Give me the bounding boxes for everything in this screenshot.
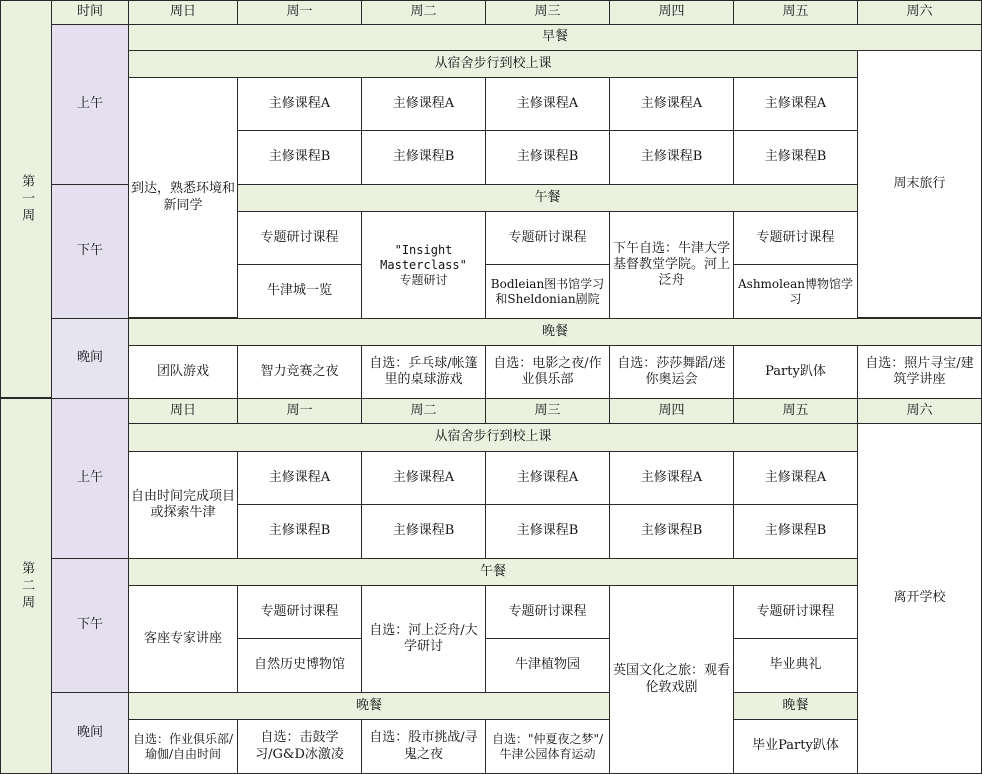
- week1-eve-thu: 自选：莎莎舞蹈/迷你奥运会: [609, 345, 734, 399]
- week2-eve-mon: 自选：击鼓学习/G&D冰激凌: [237, 719, 362, 774]
- week2-sat-leave: 离开学校: [857, 423, 982, 774]
- week2-tue-major-a: 主修课程A: [361, 451, 486, 505]
- week2-sun-lecture: 客座专家讲座: [128, 585, 238, 693]
- week1-fri-major-a: 主修课程A: [733, 77, 858, 131]
- week1-mon-seminar: 专题研讨课程: [237, 211, 362, 265]
- week1-sat-trip: 周末旅行: [857, 50, 982, 318]
- week1-eve-sat: 自选：照片寻宝/建筑学讲座: [857, 345, 982, 399]
- week2-header-mon: 周一: [237, 398, 362, 424]
- week2-wed-botanic-garden: 牛津植物园: [485, 638, 610, 693]
- week2-lunch: 午餐: [128, 558, 858, 586]
- week2-fri-dinner: 晚餐: [733, 692, 858, 720]
- week1-mon-major-a: 主修课程A: [237, 77, 362, 131]
- week2-mon-seminar: 专题研讨课程: [237, 585, 362, 639]
- week2-fri-graduation: 毕业典礼: [733, 638, 858, 693]
- week1-eve-mon: 智力竞赛之夜: [237, 345, 362, 399]
- week2-wed-seminar: 专题研讨课程: [485, 585, 610, 639]
- week2-header-wed: 周三: [485, 398, 610, 424]
- week1-pm-label: 下午: [51, 184, 129, 319]
- week1-mon-major-b: 主修课程B: [237, 130, 362, 185]
- week1-label: 第一周: [0, 0, 52, 398]
- week1-wed-major-b: 主修课程B: [485, 130, 610, 185]
- week2-tue-optional: 自选：河上泛舟/大学研讨: [361, 585, 486, 693]
- week2-mon-major-a: 主修课程A: [237, 451, 362, 505]
- week1-thu-major-b: 主修课程B: [609, 130, 734, 185]
- week2-fri-major-a: 主修课程A: [733, 451, 858, 505]
- week2-header-tue: 周二: [361, 398, 486, 424]
- header-sun: 周日: [128, 0, 238, 25]
- week2-header-sun: 周日: [128, 398, 238, 424]
- week2-wed-major-a: 主修课程A: [485, 451, 610, 505]
- week2-header-sat: 周六: [857, 398, 982, 424]
- week2-thu-major-b: 主修课程B: [609, 504, 734, 559]
- week1-walk-to-school: 从宿舍步行到校上课: [128, 50, 858, 78]
- week1-eve-tue: 自选：乒乓球/帐篷里的桌球游戏: [361, 345, 486, 399]
- week2-am-label: 上午: [51, 398, 129, 559]
- week1-eve-sun: 团队游戏: [128, 345, 238, 399]
- header-thu: 周四: [609, 0, 734, 25]
- week1-fri-museum: Ashmolean博物馆学习: [733, 264, 858, 319]
- week1-tue-masterclass: "Insight Masterclass" 专题研讨: [361, 211, 486, 319]
- header-wed: 周三: [485, 0, 610, 25]
- week1-wed-major-a: 主修课程A: [485, 77, 610, 131]
- header-mon: 周一: [237, 0, 362, 25]
- week2-sun-free-time: 自由时间完成项目或探索牛津: [128, 451, 238, 559]
- week1-lunch: 午餐: [237, 184, 858, 212]
- week2-header-thu: 周四: [609, 398, 734, 424]
- week2-thu-major-a: 主修课程A: [609, 451, 734, 505]
- header-fri: 周五: [733, 0, 858, 25]
- week1-eve-fri: Party趴体: [733, 345, 858, 399]
- week1-dinner: 晚餐: [128, 318, 982, 346]
- week2-eve-tue: 自选：股市挑战/寻鬼之夜: [361, 719, 486, 774]
- week2-thu-london-theatre: 英国文化之旅：观看伦敦戏剧: [609, 585, 734, 774]
- week1-fri-major-b: 主修课程B: [733, 130, 858, 185]
- week2-pm-label: 下午: [51, 558, 129, 693]
- week2-mon-museum: 自然历史博物馆: [237, 638, 362, 693]
- week1-eve-label: 晚间: [51, 318, 129, 399]
- week2-eve-wed: 自选："仲夏夜之梦"/牛津公园体育运动: [485, 719, 610, 774]
- week2-header-fri: 周五: [733, 398, 858, 424]
- week2-tue-major-b: 主修课程B: [361, 504, 486, 559]
- week2-walk-to-school: 从宿舍步行到校上课: [128, 423, 858, 452]
- week1-am-label: 上午: [51, 24, 129, 185]
- week1-tue-major-a: 主修课程A: [361, 77, 486, 131]
- week2-fri-seminar: 专题研讨课程: [733, 585, 858, 639]
- week2-wed-major-b: 主修课程B: [485, 504, 610, 559]
- header-time: 时间: [51, 0, 129, 25]
- week2-dinner: 晚餐: [128, 692, 610, 720]
- week1-wed-seminar: 专题研讨课程: [485, 211, 610, 265]
- week1-eve-wed: 自选：电影之夜/作业俱乐部: [485, 345, 610, 399]
- week2-fri-major-b: 主修课程B: [733, 504, 858, 559]
- week1-thu-major-a: 主修课程A: [609, 77, 734, 131]
- week2-eve-sun: 自选：作业俱乐部/瑜伽/自由时间: [128, 719, 238, 774]
- week1-tue-major-b: 主修课程B: [361, 130, 486, 185]
- week1-wed-library: Bodleian图书馆学习和Sheldonian剧院: [485, 264, 610, 319]
- week1-breakfast: 早餐: [128, 24, 982, 51]
- week2-mon-major-b: 主修课程B: [237, 504, 362, 559]
- header-sat: 周六: [857, 0, 982, 25]
- week2-eve-fri: 毕业Party趴体: [733, 719, 858, 774]
- week1-thu-optional: 下午自选：牛津大学基督教堂学院。河上泛舟: [609, 211, 734, 319]
- week1-fri-seminar: 专题研讨课程: [733, 211, 858, 265]
- week2-label: 第二周: [0, 398, 52, 774]
- week1-sun-arrival: 到达，熟悉环境和新同学: [128, 77, 238, 318]
- header-tue: 周二: [361, 0, 486, 25]
- week2-eve-label: 晚间: [51, 692, 129, 774]
- week1-mon-city-tour: 牛津城一览: [237, 264, 362, 319]
